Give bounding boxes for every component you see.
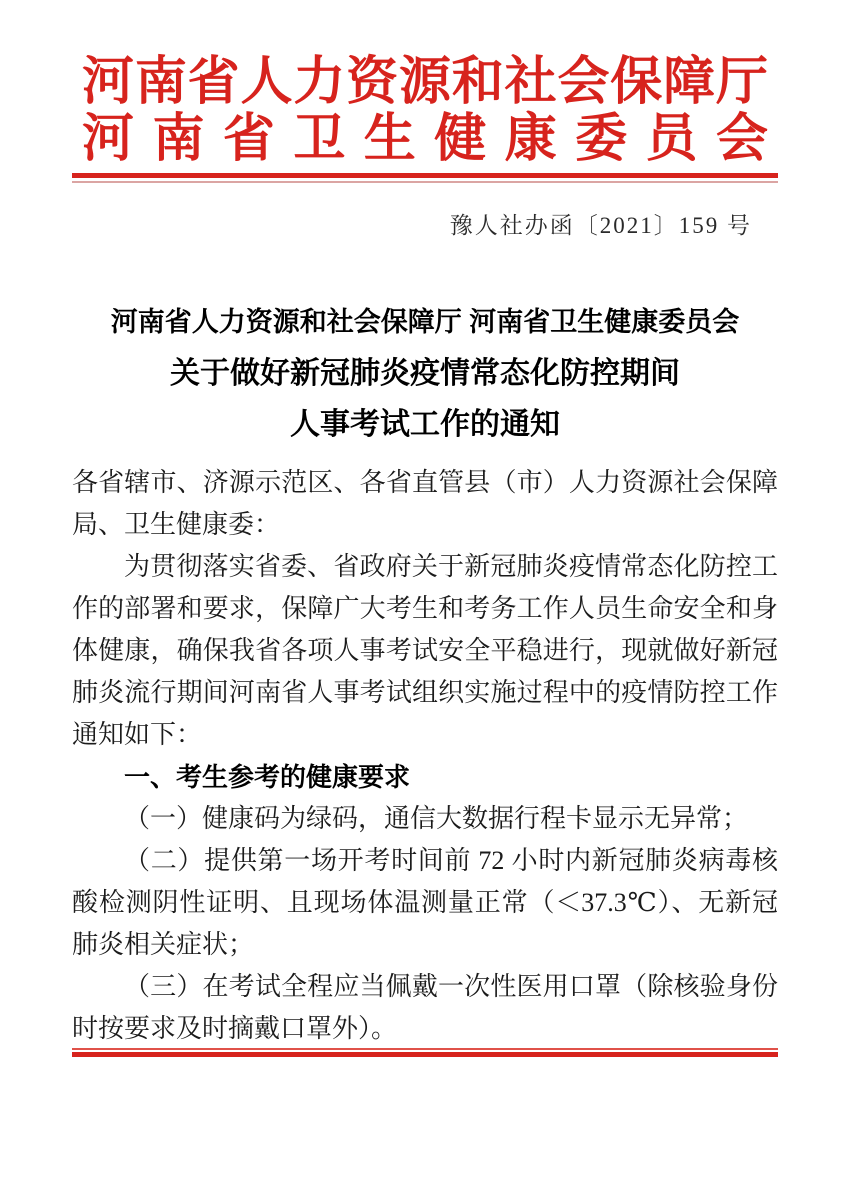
title-line3: 人事考试工作的通知 bbox=[290, 408, 560, 441]
header-rule-thin bbox=[72, 181, 778, 183]
section1-heading: 一、考生参考的健康要求 bbox=[124, 762, 411, 792]
org-name-line1: 河 南 省 人 力 资 源 和 社 会 保 障 厅 bbox=[82, 54, 768, 111]
document-title bbox=[72, 296, 778, 450]
requirement-item-2: （二）提供第一场开考时间前 72 小时内新冠肺炎病毒核酸检测阴性证明、且现场体温测量正常（＜37.3℃）、无新冠肺炎相关症状； bbox=[72, 846, 778, 959]
document-number: 豫人社办函〔2021〕159 号 bbox=[449, 213, 752, 238]
org-name-line2: 河 南 省 卫 生 健 康 委 员 会 bbox=[82, 111, 768, 168]
document-body bbox=[72, 462, 778, 1050]
intro-paragraph: 为贯彻落实省委、省政府关于新冠肺炎疫情常态化防控工作的部署和要求，保障广大考生和考务工作人员生命安全和身体健康，确保我省各项人事考试安全平稳进行，现就做好新冠肺炎流行期间河南省人事考试组织实施过程中的疫情防控工作通知如下： bbox=[72, 552, 778, 749]
letterhead bbox=[72, 0, 778, 168]
title-line1: 河南省人力资源和社会保障厅 河南省卫生健康委员会 bbox=[110, 307, 740, 337]
header-rule bbox=[72, 173, 778, 183]
requirement-item-1: （一）健康码为绿码，通信大数据行程卡显示无异常； bbox=[124, 804, 749, 833]
requirement-item-3: （三）在考试全程应当佩戴一次性医用口罩（除核验身份时按要求及时摘戴口罩外）。 bbox=[72, 972, 778, 1043]
salutation: 各省辖市、济源示范区、各省直管县（市）人力资源社会保障局、卫生健康委： bbox=[72, 468, 778, 539]
title-line2: 关于做好新冠肺炎疫情常态化防控期间 bbox=[170, 357, 680, 390]
footer-rule-thick bbox=[72, 1052, 778, 1057]
